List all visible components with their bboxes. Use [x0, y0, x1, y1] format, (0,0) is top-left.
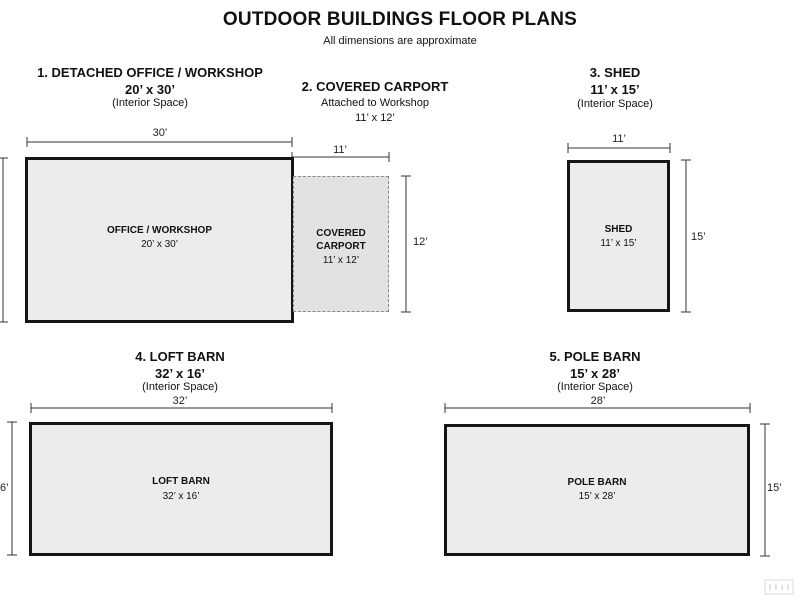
office-heading: 1. DETACHED OFFICE / WORKSHOP [37, 65, 263, 80]
loft-room-label: LOFT BARN [152, 476, 210, 487]
shed-height-label: 15’ [691, 231, 706, 243]
office-note: (Interior Space) [112, 97, 188, 109]
shed-heading: 3. SHED [589, 65, 641, 80]
office-width-label: 30’ [152, 127, 168, 139]
pole-note: (Interior Space) [557, 381, 633, 393]
pole-heading: 5. POLE BARN [549, 349, 641, 364]
page-title: OUTDOOR BUILDINGS FLOOR PLANS [222, 9, 578, 30]
loft-height-label: 6’ [0, 482, 9, 494]
carport-note: Attached to Workshop [320, 97, 430, 109]
shed-room-label: SHED [604, 224, 633, 235]
carport-label-line1: COVERED [316, 228, 366, 239]
pole-width-label: 28’ [590, 395, 606, 407]
carport-size: 11’ x 12’ [355, 112, 395, 124]
loft-barn-room [29, 422, 333, 556]
carport-height-label: 12’ [413, 236, 428, 248]
office-room-label: OFFICE / WORKSHOP [107, 225, 212, 236]
loft-size: 32’ x 16’ [155, 366, 205, 381]
office-room-dims: 20’ x 30’ [141, 239, 178, 250]
shed-size: 11’ x 15’ [590, 82, 640, 97]
pole-height-label: 15’ [767, 482, 782, 494]
shed-note: (Interior Space) [577, 98, 653, 110]
page-subtitle: All dimensions are approximate [323, 35, 477, 47]
watermark-logo-icon [764, 578, 794, 596]
pole-size: 15’ x 28’ [570, 366, 620, 381]
loft-room-dims: 32’ x 16’ [162, 491, 200, 502]
pole-room-label: POLE BARN [567, 477, 627, 488]
carport-heading: 2. COVERED CARPORT [301, 79, 449, 94]
loft-heading: 4. LOFT BARN [135, 349, 225, 364]
carport-label-line2: CARPORT [316, 241, 366, 252]
pole-room-dims: 15’ x 28’ [578, 491, 616, 502]
carport-room-dims: 11’ x 12’ [322, 255, 360, 266]
loft-note: (Interior Space) [142, 381, 218, 393]
carport-width-label: 11’ [333, 144, 347, 156]
office-size: 20’ x 30’ [125, 82, 175, 97]
shed-width-label: 11’ [612, 133, 626, 145]
loft-width-label: 32’ [172, 395, 188, 407]
shed-room-dims: 11’ x 15’ [600, 238, 637, 249]
